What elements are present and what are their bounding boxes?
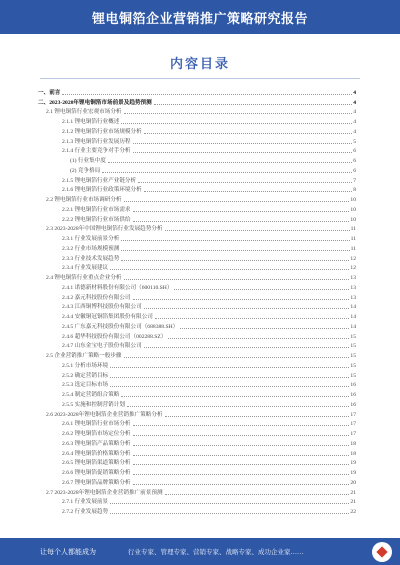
toc-entry-label: 2.6.2 锂电铜箔市场定位分析 — [62, 431, 131, 437]
toc-entry[interactable] — [38, 282, 356, 292]
toc-entry-page: 4 — [353, 99, 356, 106]
toc-entry-label: (1) 行业集中度 — [70, 158, 106, 164]
toc-entry-label: 2.6 2023-2028年锂电铜箔企业营销推广策略分析 — [46, 411, 163, 418]
toc-entry-page: 11 — [350, 236, 356, 242]
dot-leader — [124, 357, 350, 358]
dot-leader — [165, 230, 350, 231]
toc-entry[interactable] — [38, 380, 356, 390]
toc-entry-page: 11 — [350, 245, 356, 252]
toc-entry[interactable] — [38, 438, 356, 448]
dot-leader — [144, 133, 352, 134]
toc-entry[interactable] — [38, 263, 356, 273]
toc-entry-page: 16 — [350, 392, 356, 398]
dot-leader — [138, 182, 352, 183]
toc-entry[interactable] — [38, 311, 356, 321]
toc-entry-label: 2.1 锂电铜箔行业宏观市场分析 — [46, 109, 122, 116]
toc-entry-page: 12 — [350, 265, 356, 272]
dot-leader — [165, 416, 350, 417]
toc-entry[interactable] — [38, 107, 356, 117]
dot-leader — [133, 152, 353, 153]
toc-entry-page: 15 — [350, 372, 356, 379]
toc-entry-page: 21 — [350, 499, 356, 506]
toc-entry[interactable] — [38, 185, 356, 195]
toc-entry[interactable] — [38, 175, 356, 185]
toc-entry-label: 2.3 2023-2028年中国锂电铜箔行业发展趋势分析 — [46, 226, 163, 233]
toc-entry-page: 7 — [353, 177, 356, 184]
toc-entry[interactable] — [38, 243, 356, 253]
toc-entry-label: 2.5.1 分析市场环境 — [62, 362, 109, 369]
toc-entry[interactable] — [38, 233, 356, 243]
toc-entry[interactable] — [38, 136, 356, 146]
toc-entry-page: 10 — [350, 216, 356, 223]
dot-leader — [133, 445, 350, 446]
dot-leader — [133, 143, 353, 144]
dot-leader — [144, 191, 352, 192]
toc-entry-page: 4 — [353, 128, 356, 135]
toc-entry[interactable] — [38, 360, 356, 370]
report-title: 锂电铜箔企业营销推广策略研究报告 — [91, 12, 308, 27]
toc-entry-label: 2.2.2 锂电铜箔行业市场供给 — [62, 216, 131, 223]
toc-entry-page: 18 — [350, 440, 356, 447]
toc-entry-label: 2.3.2 行业市场规模预测 — [62, 245, 120, 252]
toc-entry-page: 17 — [350, 431, 356, 437]
toc-entry-page: 6 — [353, 158, 356, 164]
toc-entry[interactable] — [38, 428, 356, 438]
toc-entry-page: 4 — [353, 109, 356, 116]
toc-entry-page: 22 — [350, 509, 356, 515]
toc-entry[interactable] — [38, 487, 356, 497]
dot-leader — [110, 513, 349, 514]
dot-leader — [62, 94, 352, 95]
dot-leader — [165, 494, 350, 495]
toc-entry-label: 2.4.4 安徽铜冠铜箔集团股份有限公司 — [62, 314, 153, 320]
dot-leader — [110, 386, 349, 387]
toc-entry[interactable] — [38, 467, 356, 477]
toc-entry[interactable] — [38, 253, 356, 263]
toc-entry-page: 16 — [350, 401, 356, 408]
toc-entry-page: 15 — [350, 362, 356, 369]
toc-entry-label: 2.5.4 制定营销组合策略 — [62, 392, 120, 398]
dot-leader — [108, 162, 352, 163]
dot-leader — [133, 425, 350, 426]
dot-leader — [110, 367, 349, 368]
toc-entry[interactable] — [38, 116, 356, 126]
dot-leader — [133, 474, 350, 475]
toc-entry-label: 2.7 2023-2028年锂电铜箔企业营销推广前景预测 — [46, 489, 163, 496]
toc-entry[interactable] — [38, 448, 356, 458]
toc-entry-label: 2.3.3 行业技术发展趋势 — [62, 255, 120, 262]
dot-leader — [121, 260, 349, 261]
toc-entry-label: 2.1.4 行业主要竞争对手分析 — [62, 148, 131, 155]
toc-entry[interactable] — [38, 341, 356, 351]
toc-entry-label: (2) 竞争格局 — [70, 167, 101, 174]
toc-entry[interactable] — [38, 146, 356, 156]
toc-entry-label: 一、前言 — [38, 89, 61, 96]
toc-entry-page: 6 — [353, 167, 356, 174]
toc-entry[interactable] — [38, 409, 356, 419]
footer-bar — [0, 538, 400, 565]
toc-entry-page: 15 — [350, 353, 356, 359]
toc-entry-label: 2.4.3 江西铜博科技股份有限公司 — [62, 304, 142, 311]
toc-entry-page: 21 — [350, 489, 356, 496]
toc-title: 内容目录 — [169, 56, 230, 71]
toc-entry-page: 19 — [350, 460, 356, 467]
dot-leader — [121, 240, 349, 241]
toc-entry-page: 17 — [350, 411, 356, 418]
toc-entry[interactable] — [38, 97, 356, 107]
dot-leader — [133, 464, 350, 465]
toc-entry[interactable] — [38, 126, 356, 136]
toc-entry-label: 2.1.3 锂电铜箔行业发展历程 — [62, 138, 131, 145]
toc-entry[interactable] — [38, 292, 356, 302]
toc-entry-page: 14 — [350, 304, 356, 311]
toc-entry-page: 18 — [350, 450, 356, 457]
toc-entry[interactable] — [38, 272, 356, 282]
toc-entry[interactable] — [38, 331, 356, 341]
toc-entry-label: 2.4.1 诺德新材料股份有限公司（600110.SH） — [62, 284, 173, 291]
toc-entry-label: 2.1.6 锂电铜箔行业政策环境分析 — [62, 187, 142, 194]
toc-entry-page: 14 — [350, 323, 356, 330]
dot-leader — [102, 172, 352, 173]
dot-leader — [110, 503, 349, 504]
toc-entry-page: 6 — [353, 148, 356, 155]
dot-leader — [121, 123, 352, 124]
toc-entry-label: 2.1.5 锂电铜箔行业产业链分析 — [62, 177, 137, 184]
toc-entry[interactable] — [38, 370, 356, 380]
footer-tagline: 行业专家、管理专家、营销专家、战略专家、成功企业家…… — [128, 548, 304, 556]
toc-entry-label: 2.4.6 超华科技股份有限公司（002288.SZ） — [62, 333, 167, 340]
dot-leader — [155, 318, 350, 319]
toc-entry[interactable] — [38, 165, 356, 175]
toc-entry[interactable] — [38, 477, 356, 487]
dot-leader — [110, 269, 349, 270]
dot-leader — [133, 484, 350, 485]
toc-entry-label: 2.3.1 行业发展前景分析 — [62, 236, 120, 242]
toc-entry-label: 2.6.5 锂电铜箔渠道策略分析 — [62, 460, 131, 467]
toc-entry[interactable] — [38, 302, 356, 312]
toc-entry-label: 2.6.7 锂电铜箔品牌策略分析 — [62, 479, 131, 486]
toc-entry-page: 8 — [353, 187, 356, 194]
toc-entry-page: 10 — [350, 197, 356, 203]
toc-entry[interactable] — [38, 155, 356, 165]
toc-entry-label: 2.4 锂电铜箔行业重点企业分析 — [46, 275, 122, 281]
toc-entry-label: 2.6.6 锂电铜箔促销策略分析 — [62, 470, 131, 476]
toc-entry-label: 2.6.1 锂电铜箔行业市场分析 — [62, 421, 131, 428]
dot-leader — [154, 104, 352, 105]
toc-entry[interactable] — [38, 350, 356, 360]
dot-leader — [168, 338, 349, 339]
toc-entry-page: 13 — [350, 294, 356, 301]
toc-entry-page: 12 — [350, 255, 356, 262]
toc-entry[interactable] — [38, 214, 356, 224]
dot-leader — [144, 347, 350, 348]
dot-leader — [180, 328, 349, 329]
toc-entry-label: 2.4.5 广东嘉元科技股份有限公司（688388.SH） — [62, 323, 179, 330]
toc-entry[interactable] — [38, 458, 356, 468]
dot-leader — [133, 211, 350, 212]
toc-entry-label: 2.7.2 行业发展趋势 — [62, 509, 109, 515]
toc-entry-page: 19 — [350, 470, 356, 476]
toc-entry-label: 2.5.5 实施和控制营销计划 — [62, 401, 125, 408]
toc-entry[interactable] — [38, 321, 356, 331]
dot-leader — [124, 279, 350, 280]
toc-entry[interactable] — [38, 389, 356, 399]
dot-leader — [127, 406, 349, 407]
toc-entry[interactable] — [38, 399, 356, 409]
dot-leader — [133, 435, 350, 436]
toc-entry-page: 11 — [350, 226, 356, 233]
toc-entry[interactable] — [38, 224, 356, 234]
toc-entry-label: 2.7.1 行业发展前景 — [62, 499, 109, 506]
dot-leader — [174, 289, 349, 290]
toc-entry-label: 2.1.2 锂电铜箔行业市场规模分析 — [62, 128, 142, 135]
dot-leader — [121, 250, 349, 251]
toc-entry-page: 16 — [350, 382, 356, 389]
toc-entry-label: 2.2.1 锂电铜箔行业市场需求 — [62, 206, 131, 213]
toc-entry[interactable] — [38, 419, 356, 429]
toc-entry[interactable] — [38, 204, 356, 214]
toc-entry-label: 2.4.2 嘉元科技股份有限公司 — [62, 294, 131, 301]
dot-leader — [133, 455, 350, 456]
dot-leader — [124, 201, 350, 202]
toc-entry-page: 20 — [350, 479, 356, 486]
toc-entry-page: 17 — [350, 421, 356, 428]
toc-entry-label: 2.1.1 锂电铜箔行业概述 — [62, 119, 120, 125]
toc-entry-label: 二、2023-2028年锂电铜箔市场前景及趋势预测 — [38, 99, 152, 106]
toc-entry-page: 5 — [353, 138, 356, 145]
toc-entry-page: 15 — [350, 343, 356, 350]
toc-entry-page: 4 — [353, 89, 356, 96]
dot-leader — [121, 396, 349, 397]
toc-entry-page: 13 — [350, 275, 356, 281]
footer-slogan: 让每个人都能成为 — [40, 548, 96, 556]
toc-entry[interactable] — [38, 87, 356, 97]
dot-leader — [124, 113, 353, 114]
toc-entry[interactable] — [38, 497, 356, 507]
toc-entry-label: 2.3.4 行业发展建议 — [62, 265, 109, 272]
toc-entry-page: 4 — [353, 119, 356, 125]
toc-entry-page: 13 — [350, 284, 356, 291]
toc-entry-page: 15 — [350, 333, 356, 340]
header-bar — [0, 0, 400, 34]
toc-entry-label: 2.5.2 确定营销目标 — [62, 372, 109, 379]
dot-leader — [133, 299, 350, 300]
toc-entry-label: 2.2 锂电铜箔行业市场调研分析 — [46, 197, 122, 203]
toc-entry-label: 2.5.3 选定目标市场 — [62, 382, 109, 389]
dot-leader — [110, 377, 349, 378]
toc-entry-label: 2.5 企业营销推广策略一般步骤 — [46, 353, 122, 359]
brand-logo-icon — [372, 542, 392, 562]
toc-entry[interactable] — [38, 506, 356, 516]
title-divider — [40, 78, 360, 79]
toc-entry-label: 2.6.3 锂电铜箔产品策略分析 — [62, 440, 131, 447]
dot-leader — [144, 308, 350, 309]
toc-entry[interactable] — [38, 194, 356, 204]
dot-leader — [133, 221, 350, 222]
table-of-contents — [38, 87, 356, 516]
toc-entry-label: 2.6.4 锂电铜箔价格策略分析 — [62, 450, 131, 457]
toc-entry-label: 2.4.7 山东金宝电子股份有限公司 — [62, 343, 142, 350]
toc-entry-page: 14 — [350, 314, 356, 320]
toc-entry-page: 10 — [350, 206, 356, 213]
